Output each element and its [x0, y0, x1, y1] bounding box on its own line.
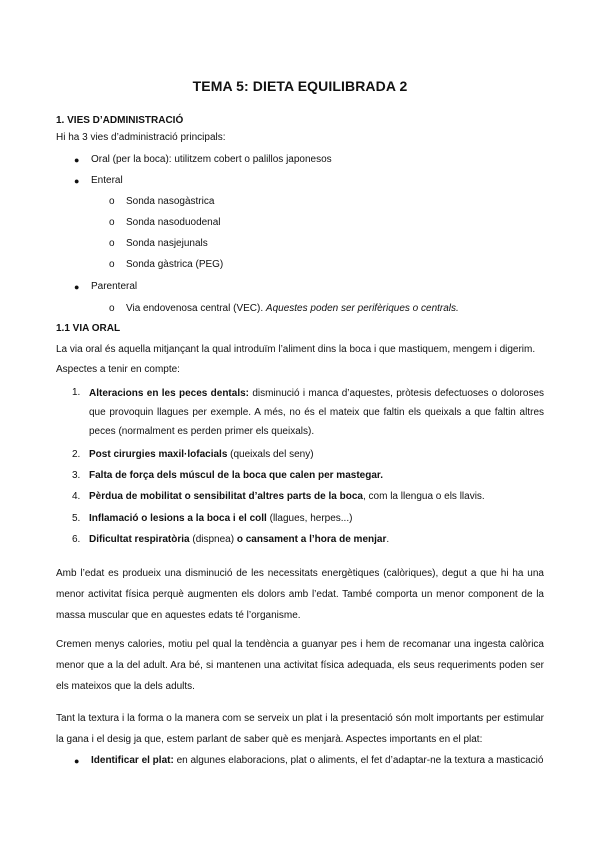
sub-bullet-icon: o — [109, 196, 115, 207]
sub-list-item: Sonda nasogàstrica — [126, 196, 215, 207]
sub-list-item: Sonda gàstrica (PEG) — [126, 259, 224, 270]
section-heading-via-oral: 1.1 VIA ORAL — [56, 323, 121, 334]
list-number: 2. — [72, 449, 81, 460]
parenteral-item-text: Via endovenosa central (VEC). — [126, 303, 264, 314]
bullet-icon: ● — [74, 176, 80, 186]
list-item-enteral: Enteral — [91, 175, 123, 186]
item-text: (llagues, herpes...) — [266, 513, 353, 524]
list-item-oral: Oral (per la boca): utilitzem cobert o palillos japonesos — [91, 154, 332, 165]
numbered-item — [89, 448, 314, 462]
paragraph: Cremen menys calories, motiu pel qual la tendència a guanyar pes i hem de recomanar una ingesta calòrica menor que a la del adult. Ara bé, si mantenen una activitat física adequada, els seus requeriments poden ser els mateixos que la dels adults. — [56, 639, 544, 692]
list-number: 3. — [72, 470, 81, 481]
section-intro: Hi ha 3 vies d’administració principals: — [56, 132, 226, 143]
list-number: 6. — [72, 534, 81, 545]
item-text: (dispnea) — [189, 534, 237, 545]
item-bold: Identificar el plat: — [91, 755, 174, 766]
item-bold: Post cirurgies maxil·lofacials — [89, 449, 228, 460]
numbered-item — [89, 490, 485, 504]
bullet-icon: ● — [74, 155, 80, 165]
bullet-icon: ● — [74, 756, 80, 766]
list-number: 4. — [72, 491, 81, 502]
numbered-item — [89, 512, 352, 526]
item-text: en algunes elaboracions, plat o aliments, el fet d’adaptar-ne la textura a masticació — [173, 755, 544, 766]
item-text: disminució i manca d’aquestes, pròtesis defectuoses o doloroses que provoquin llagues per exemple. A més, no és el mateix que faltin els queixals a que faltin altres peces (normalment es perden primer els queixals). — [89, 388, 545, 437]
sub-bullet-icon: o — [109, 303, 115, 314]
sub-list-item: Sonda nasoduodenal — [126, 217, 221, 228]
paragraph: Amb l’edat es produeix una disminució de les necessitats energètiques (calòriques), degut a que hi ha una menor activitat física perquè augmenten els dolors amb l’edat. També comporta un menor component de la massa muscular que en aquestes edats té l’organisme. — [56, 568, 544, 621]
sub-bullet-icon: o — [109, 217, 115, 228]
item-text: . — [386, 534, 390, 545]
numbered-item — [89, 533, 389, 547]
list-number: 5. — [72, 513, 81, 524]
item-bold: Dificultat respiratòria — [89, 534, 190, 545]
sub-bullet-icon: o — [109, 238, 115, 249]
numbered-item — [89, 384, 544, 441]
item-text: , com la llengua o els llavis. — [362, 491, 485, 502]
bullet-icon: ● — [74, 282, 80, 292]
item-bold: Falta de força dels múscul de la boca que calen per mastegar. — [89, 470, 383, 481]
list-item-parenteral: Parenteral — [91, 281, 138, 292]
sub-bullet-icon: o — [109, 259, 115, 270]
paragraph: Aspectes a tenir en compte: — [56, 364, 180, 375]
sub-list-item: Sonda nasjejunals — [126, 238, 208, 249]
list-number: 1. — [72, 387, 81, 398]
section-heading-vies: 1. VIES D’ADMINISTRACIÓ — [56, 115, 184, 126]
document-title: TEMA 5: DIETA EQUILIBRADA 2 — [192, 78, 408, 94]
item-bold: Alteracions en les peces dentals: — [89, 388, 249, 399]
numbered-item — [89, 469, 383, 483]
paragraph: La via oral és aquella mitjançant la qual introduïm l’aliment dins la boca i que mastiquem, mengem i digerim. — [56, 344, 536, 355]
item-bold: o cansament a l’hora de menjar — [236, 534, 387, 545]
sub-list-item — [126, 302, 459, 316]
item-bold: Pèrdua de mobilitat o sensibilitat d’altres parts de la boca — [89, 491, 363, 502]
parenteral-item-note: Aquestes poden ser perifèriques o centrals. — [265, 303, 459, 314]
item-text: (queixals del seny) — [227, 449, 314, 460]
list-item-identificar — [91, 754, 543, 768]
paragraph: Tant la textura i la forma o la manera com se serveix un plat i la presentació són molt importants per estimular la gana i el desig ja que, estem parlant de saber què es menjarà. Aspectes importants en el plat: — [56, 713, 544, 745]
item-bold: Inflamació o lesions a la boca i el coll — [89, 513, 267, 524]
